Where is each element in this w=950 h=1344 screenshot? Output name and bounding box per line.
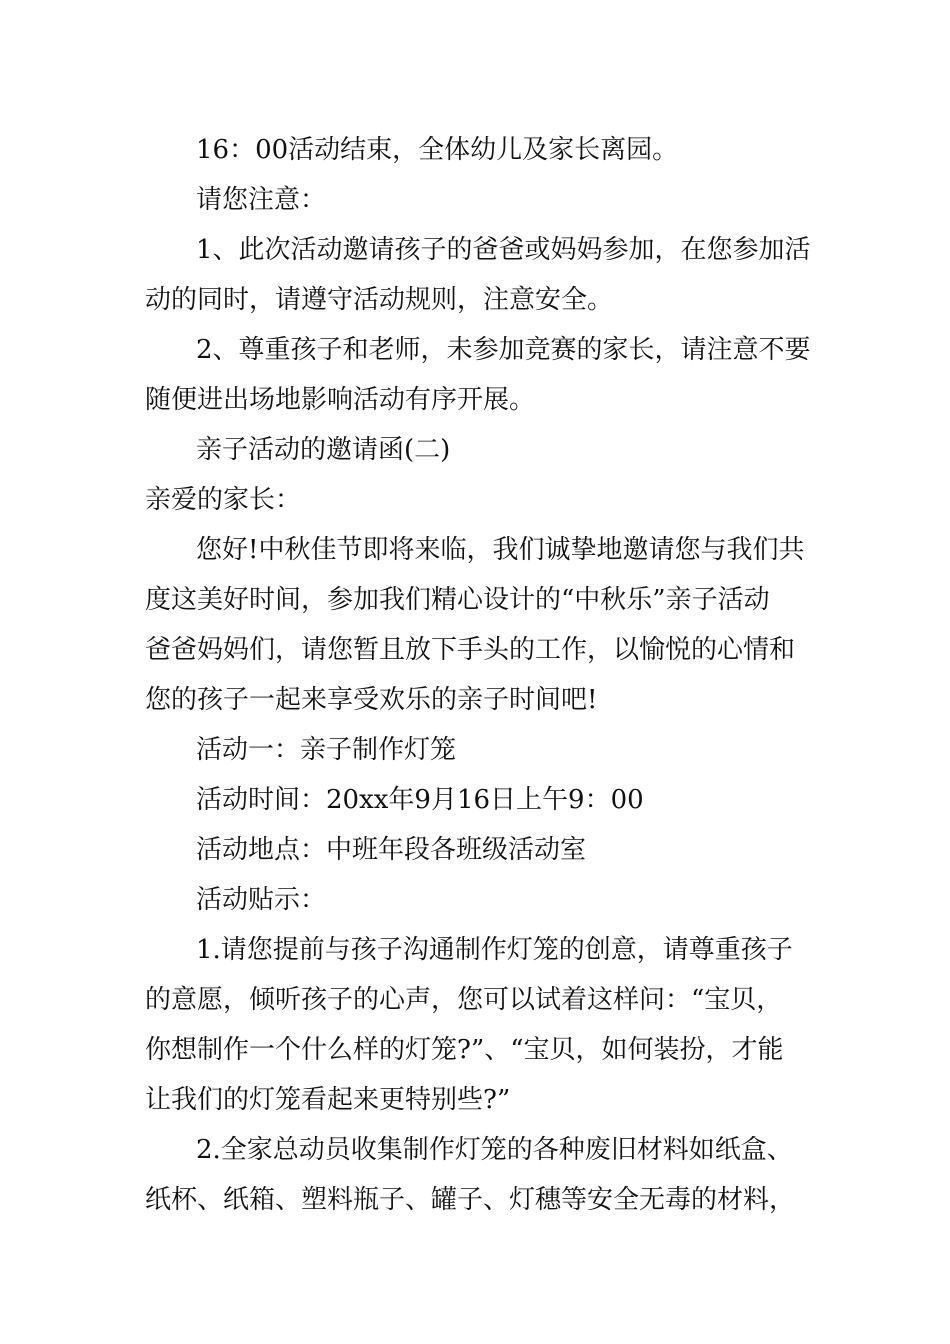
text-line: 活动地点：中班年段各班级活动室 (196, 835, 587, 865)
text-line: 您好!中秋佳节即将来临，我们诚挚地邀请您与我们共 (196, 535, 805, 565)
text-line: 活动时间：20xx年9月16日上午9：00 (196, 785, 644, 815)
text-line: 纸杯、纸箱、塑料瓶子、罐子、灯穗等安全无毒的材料， (145, 1185, 796, 1215)
salutation: 亲爱的家长： (145, 485, 302, 515)
text-line: 2、尊重孩子和老师，未参加竞赛的家长，请注意不要 (196, 335, 811, 365)
text-line: 度这美好时间，参加我们精心设计的“中秋乐”亲子活动 (145, 585, 770, 615)
section-heading: 亲子活动的邀请函(二) (196, 435, 451, 465)
text-line: 动的同时，请遵守活动规则，注意安全。 (145, 285, 614, 315)
text-line: 16：00活动结束，全体幼儿及家长离园。 (196, 135, 679, 165)
text-line: 1、此次活动邀请孩子的爸爸或妈妈参加，在您参加活 (196, 235, 811, 265)
text-line: 请您注意： (196, 185, 327, 215)
text-line: 2.全家总动员收集制作灯笼的各种废旧材料如纸盒、 (196, 1135, 793, 1165)
text-line: 您的孩子一起来享受欢乐的亲子时间吧! (145, 685, 598, 715)
text-line: 活动贴示： (196, 885, 327, 915)
text-line: 随便进出场地影响活动有序开展。 (145, 385, 536, 415)
text-line: 爸爸妈妈们，请您暂且放下手头的工作，以愉悦的心情和 (145, 635, 796, 665)
text-line: 让我们的灯笼看起来更特别些?” (145, 1085, 511, 1115)
text-line: 的意愿，倾听孩子的心声，您可以试着这样问：“宝贝， (145, 985, 783, 1015)
text-line: 活动一：亲子制作灯笼 (196, 735, 457, 765)
text-line: 你想制作一个什么样的灯笼?”、“宝贝，如何装扮，才能 (145, 1035, 784, 1065)
text-line: 1.请您提前与孩子沟通制作灯笼的创意，请尊重孩子 (196, 935, 793, 965)
